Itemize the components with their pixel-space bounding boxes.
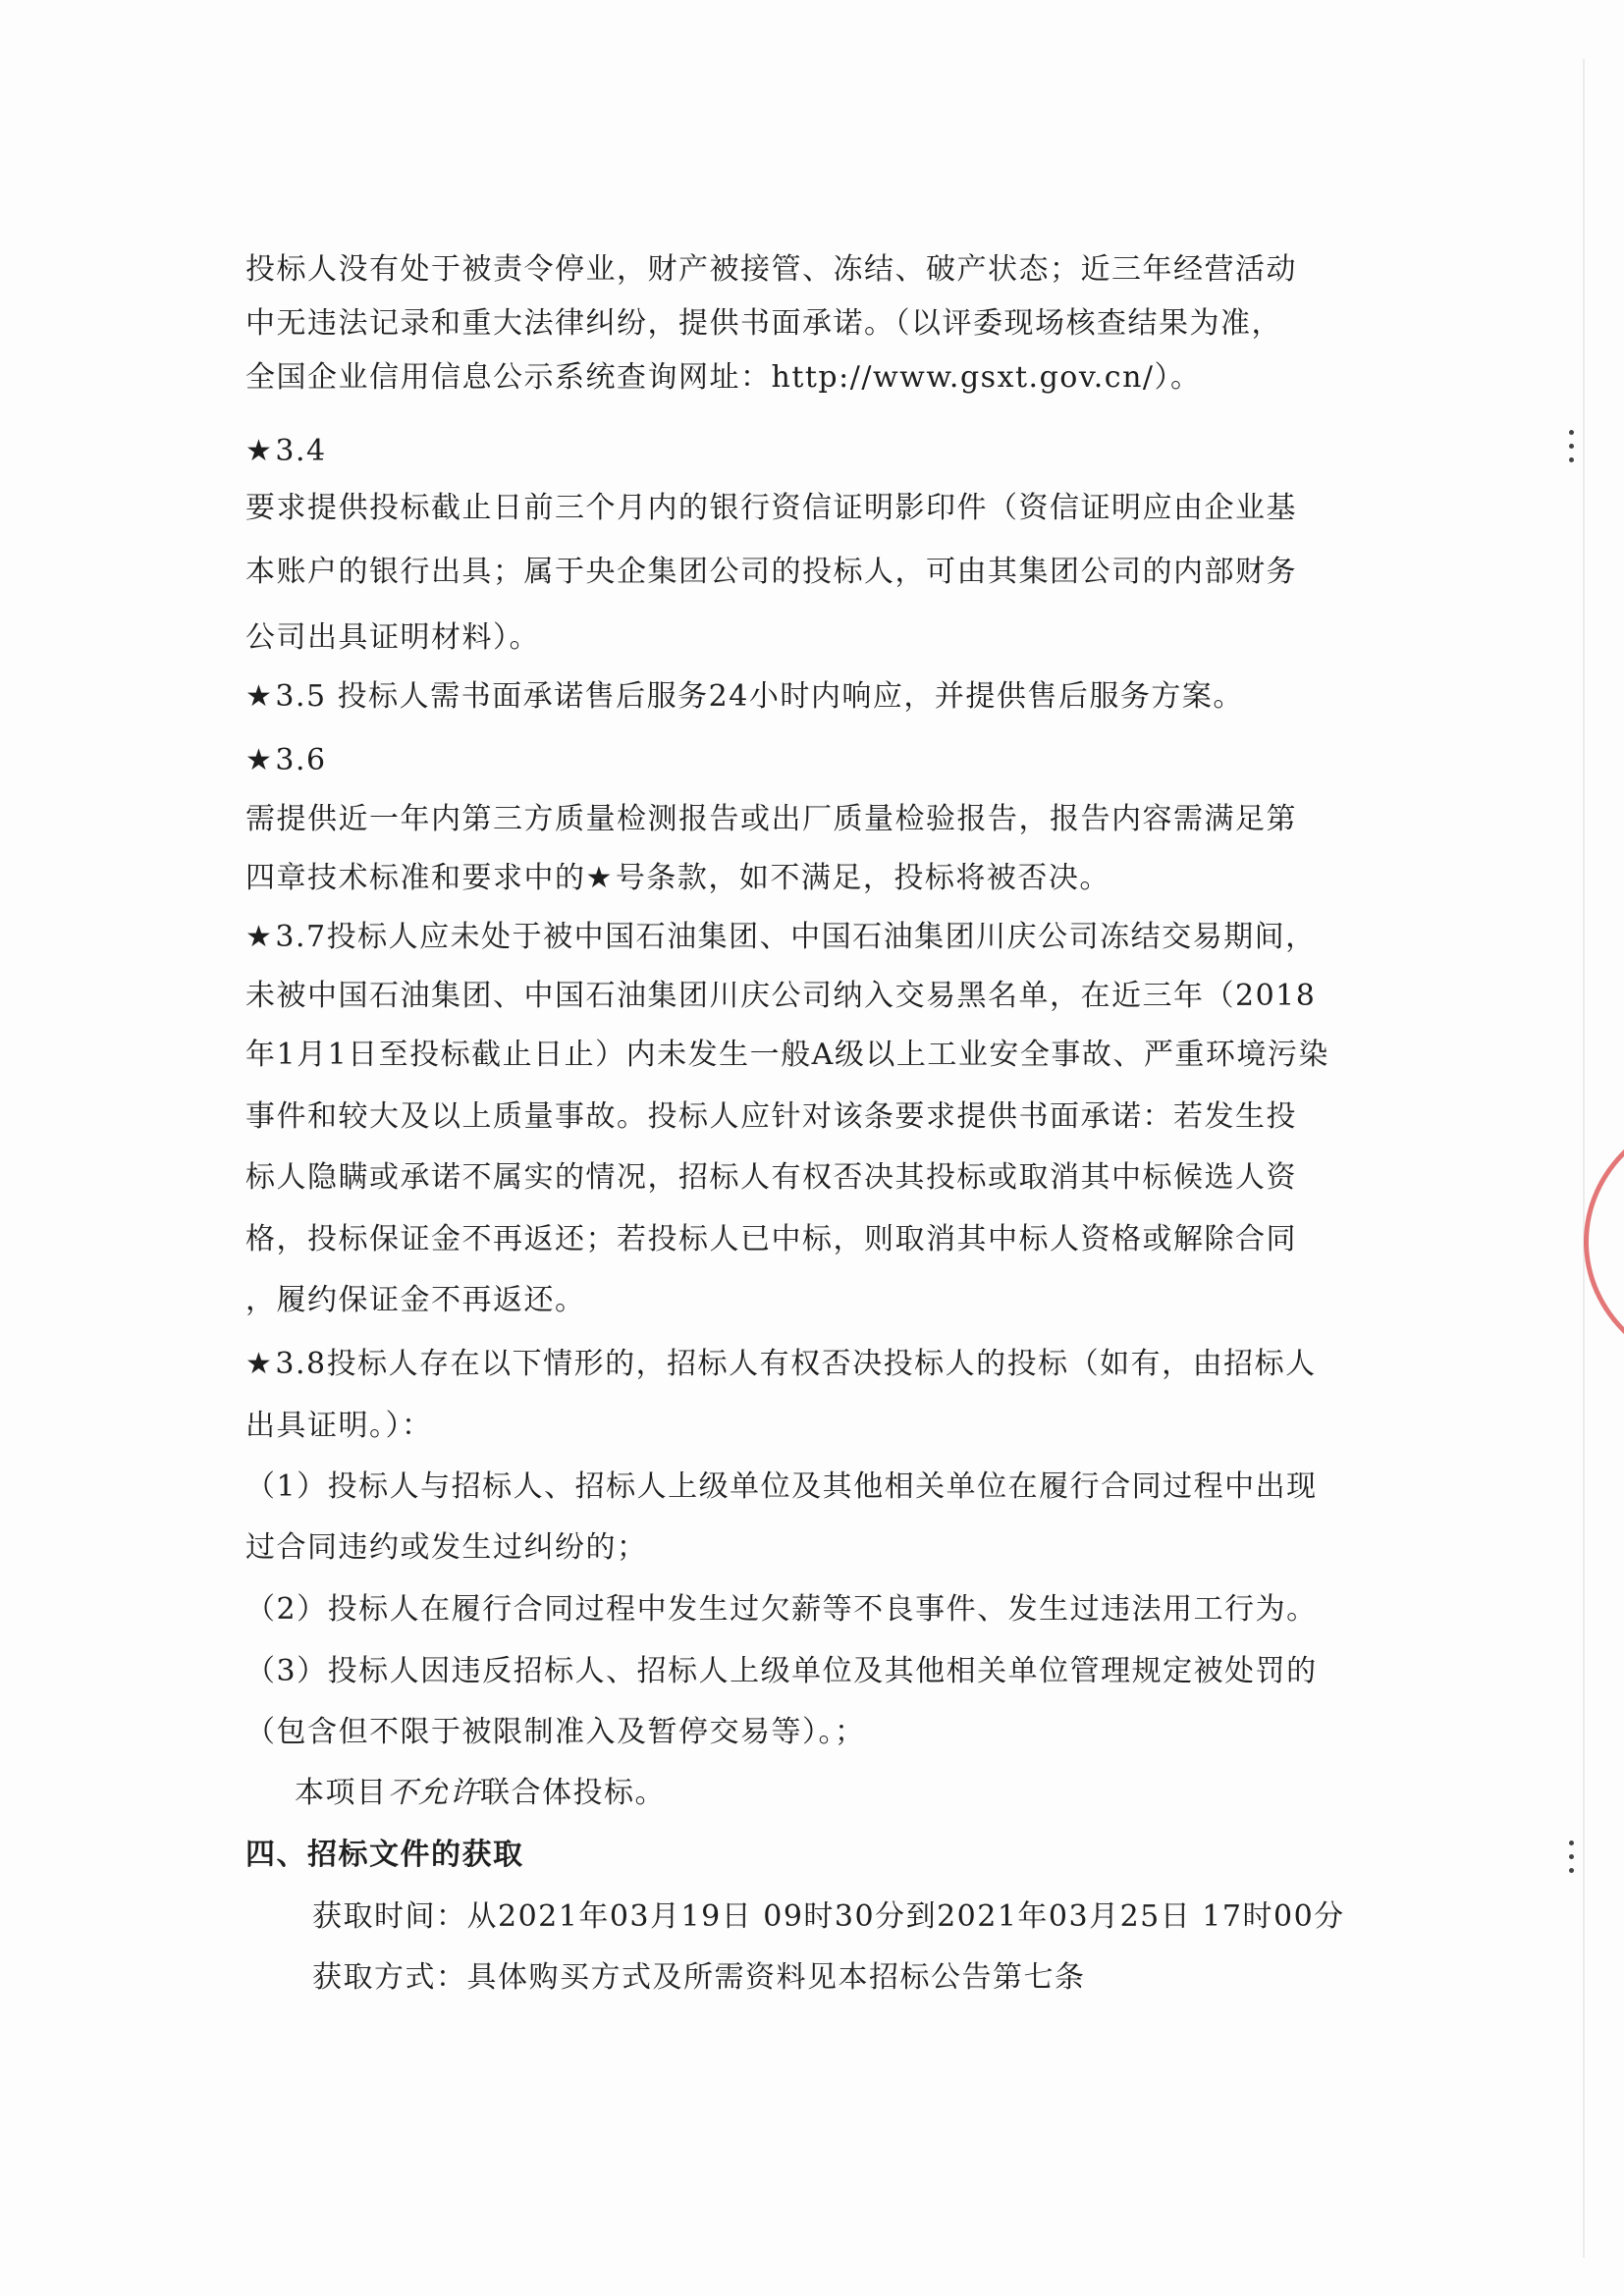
- binding-mark: [1569, 1854, 1574, 1859]
- consortium-note: 本项目不允许联合体投标。: [295, 1776, 666, 1810]
- star-icon: ★: [245, 920, 274, 954]
- list-item: （1）投标人与招标人、招标人上级单位及其他相关单位在履行合同过程中出现: [245, 1469, 1318, 1504]
- paragraph-line: 出具证明。）：: [245, 1409, 433, 1443]
- paragraph-line: 标人隐瞒或承诺不属实的情况，招标人有权否决其投标或取消其中标候选人资: [245, 1160, 1297, 1195]
- paragraph-line: 要求提供投标截止日前三个月内的银行资信证明影印件（资信证明应由企业基: [245, 491, 1297, 525]
- paragraph-line: 事件和较大及以上质量事故。投标人应针对该条要求提供书面承诺：若发生投: [245, 1099, 1297, 1134]
- obtain-method: 获取方式：具体购买方式及所需资料见本招标公告第七条: [312, 1960, 1086, 1995]
- list-item: （2）投标人在履行合同过程中发生过欠薪等不良事件、发生过违法用工行为。: [245, 1592, 1318, 1627]
- clause-3-4-label: ★3.4: [245, 432, 327, 471]
- paragraph-line: 格，投标保证金不再返还；若投标人已中标，则取消其中标人资格或解除合同: [245, 1222, 1297, 1256]
- clause-3-7: ★3.7投标人应未处于被中国石油集团、中国石油集团川庆公司冻结交易期间，: [245, 918, 1317, 957]
- list-item: （3）投标人因违反招标人、招标人上级单位及其他相关单位管理规定被处罚的: [245, 1654, 1318, 1688]
- star-icon: ★: [245, 679, 274, 714]
- seal-stamp: [1566, 1109, 1624, 1364]
- seal-ring: [1584, 1109, 1624, 1364]
- paragraph-line: 需提供近一年内第三方质量检测报告或出厂质量检验报告，报告内容需满足第: [245, 802, 1297, 836]
- paragraph-line: 中无违法记录和重大法律纠纷，提供书面承诺。（以评委现场核查结果为准，: [245, 306, 1282, 341]
- binding-mark: [1569, 457, 1574, 462]
- paragraph-line: 年1月1日至投标截止日止）内未发生一般A级以上工业安全事故、严重环境污染: [245, 1038, 1329, 1072]
- clause-3-6-label: ★3.6: [245, 741, 327, 780]
- binding-mark: [1569, 444, 1574, 449]
- binding-mark: [1569, 1841, 1574, 1845]
- paragraph-line: 公司出具证明材料）。: [245, 620, 540, 655]
- paragraph-line: 全国企业信用信息公示系统查询网址：http://www.gsxt.gov.cn/）。: [245, 360, 1202, 395]
- star-icon: ★: [245, 743, 274, 777]
- obtain-time: 获取时间：从2021年03月19日 09时30分到2021年03月25日 17时00分: [312, 1899, 1345, 1934]
- section-heading: 四、招标文件的获取: [245, 1838, 524, 1872]
- binding-mark: [1569, 1868, 1574, 1873]
- star-icon: ★: [245, 434, 274, 468]
- list-item: 过合同违约或发生过纠纷的；: [245, 1530, 648, 1565]
- paragraph-line: 未被中国石油集团、中国石油集团川庆公司纳入交易黑名单，在近三年（2018: [245, 979, 1317, 1013]
- star-icon: ★: [245, 1347, 274, 1381]
- star-icon: ★: [585, 861, 614, 895]
- list-item: （包含但不限于被限制准入及暂停交易等）。；: [245, 1715, 866, 1749]
- paragraph-line: 投标人没有处于被责令停业，财产被接管、冻结、破产状态；近三年经营活动: [245, 252, 1297, 287]
- binding-mark: [1569, 430, 1574, 435]
- clause-3-8: ★3.8投标人存在以下情形的，招标人有权否决投标人的投标（如有，由招标人: [245, 1345, 1317, 1384]
- paragraph-line: ，履约保证金不再返还。: [245, 1283, 586, 1317]
- paragraph-line: 本账户的银行出具；属于央企集团公司的投标人，可由其集团公司的内部财务: [245, 555, 1297, 589]
- paragraph-line: 四章技术标准和要求中的★号条款，如不满足，投标将被否决。: [245, 859, 1110, 898]
- clause-3-5: ★3.5 投标人需书面承诺售后服务24小时内响应，并提供售后服务方案。: [245, 677, 1244, 717]
